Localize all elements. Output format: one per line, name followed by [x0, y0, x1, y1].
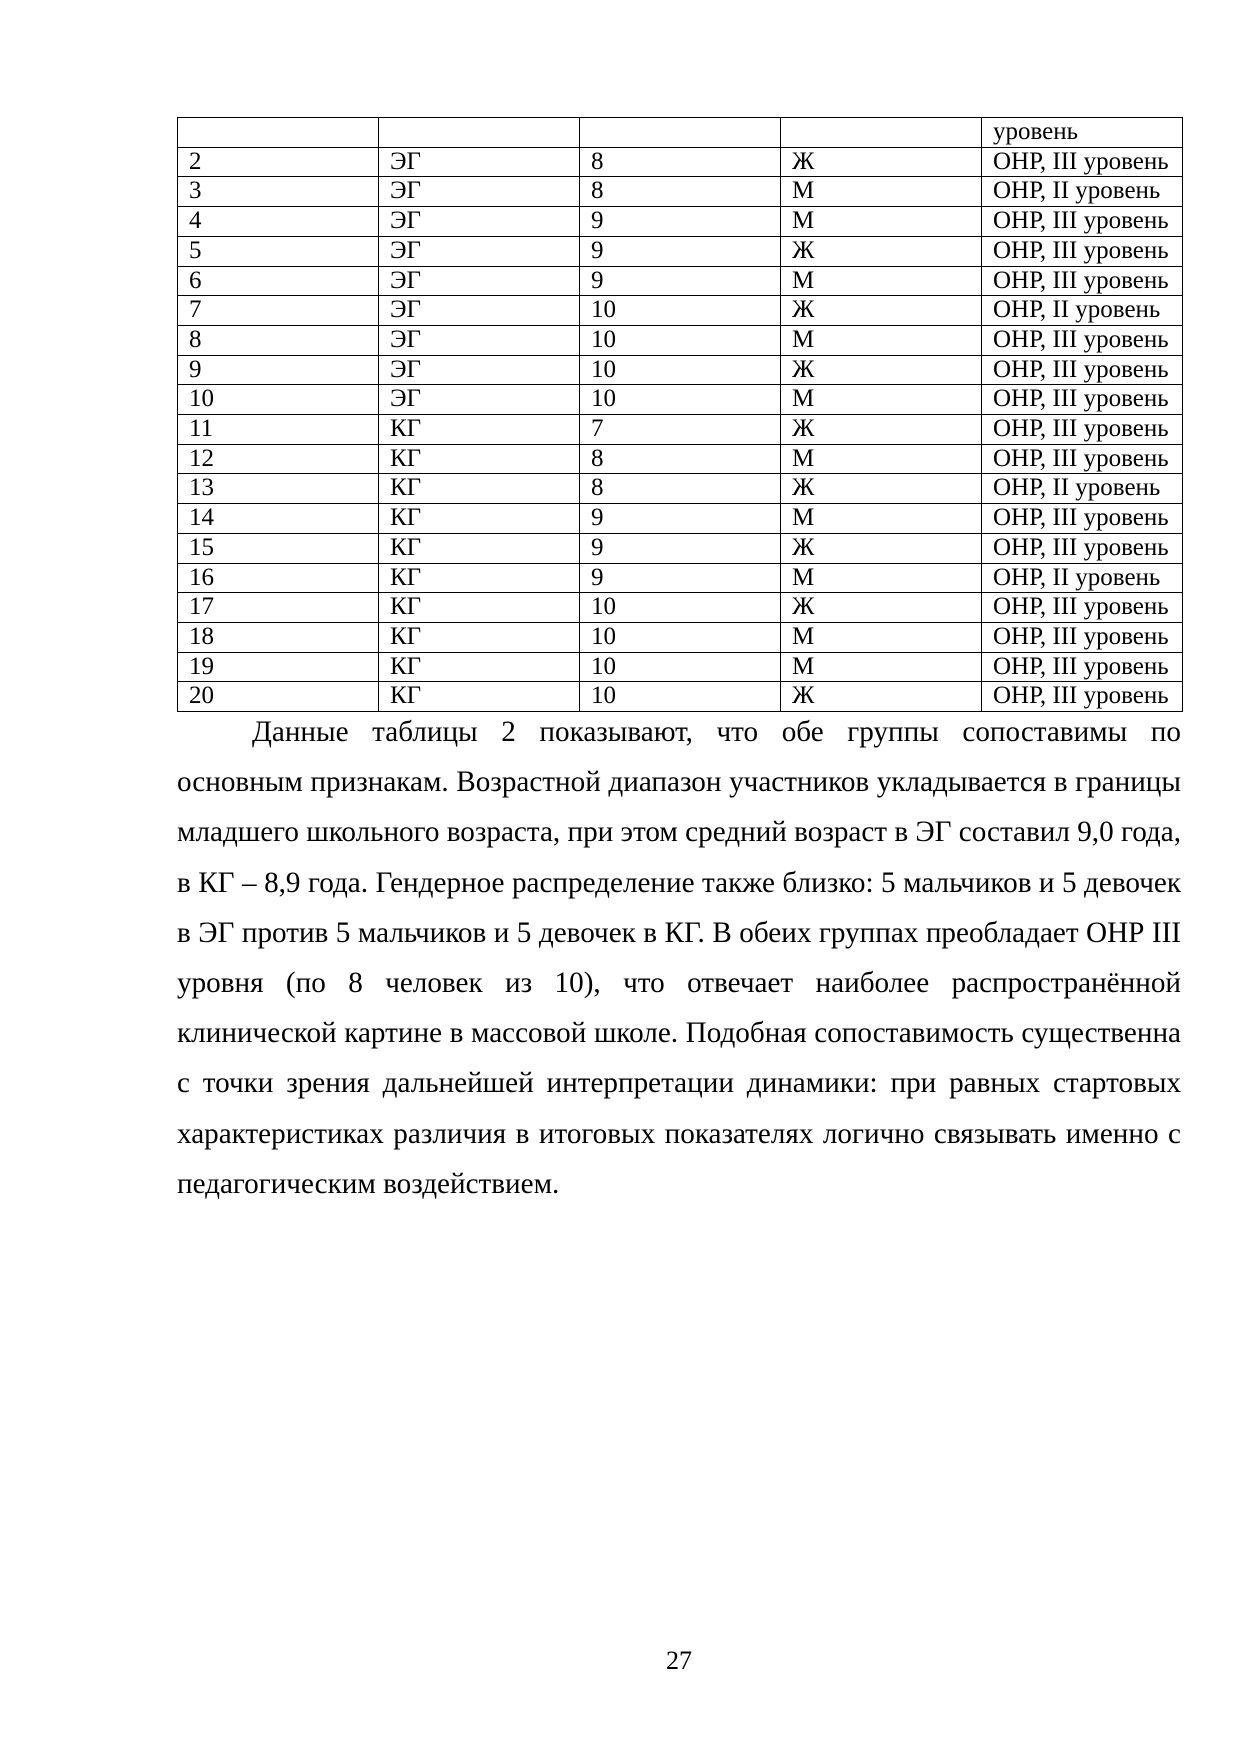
cell-group: ЭГ	[379, 236, 580, 266]
cell-sex: М	[781, 563, 982, 593]
cell-age: 9	[580, 207, 781, 237]
cell-number: 6	[178, 266, 379, 296]
cell-number: 7	[178, 296, 379, 326]
cell-age: 8	[580, 474, 781, 504]
cell-level: ОНР, III уровень	[982, 415, 1183, 445]
table-row	[178, 474, 1183, 504]
cell-level: ОНР, III уровень	[982, 266, 1183, 296]
table-row	[178, 652, 1183, 682]
cell-age: 7	[580, 415, 781, 445]
cell-level: ОНР, III уровень	[982, 147, 1183, 177]
cell-level: ОНР, II уровень	[982, 563, 1183, 593]
cell-group: КГ	[379, 474, 580, 504]
cell-group: КГ	[379, 415, 580, 445]
cell-group: ЭГ	[379, 385, 580, 415]
cell-sex: М	[781, 444, 982, 474]
cell-sex: М	[781, 266, 982, 296]
cell-age: 10	[580, 296, 781, 326]
cell-group: ЭГ	[379, 325, 580, 355]
cell-number: 20	[178, 682, 379, 712]
cell-sex: Ж	[781, 682, 982, 712]
cell-age: 9	[580, 533, 781, 563]
cell-level: ОНР, III уровень	[982, 444, 1183, 474]
table-row	[178, 177, 1183, 207]
cell-level: ОНР, III уровень	[982, 622, 1183, 652]
cell-number: 15	[178, 533, 379, 563]
cell-age: 10	[580, 622, 781, 652]
cell-level: ОНР, III уровень	[982, 593, 1183, 623]
cell-number: 18	[178, 622, 379, 652]
document-page	[177, 117, 1182, 1209]
cell-sex: Ж	[781, 474, 982, 504]
cell-level: ОНР, III уровень	[982, 207, 1183, 237]
cell-number: 13	[178, 474, 379, 504]
cell-sex: М	[781, 385, 982, 415]
table-row	[178, 385, 1183, 415]
cell-group: ЭГ	[379, 207, 580, 237]
cell-group: КГ	[379, 652, 580, 682]
table-row	[178, 593, 1183, 623]
table-row-continuation	[178, 118, 1183, 148]
table-row	[178, 266, 1183, 296]
cell-level: ОНР, III уровень	[982, 236, 1183, 266]
cell-group	[379, 118, 580, 148]
cell-group: КГ	[379, 444, 580, 474]
body-paragraph: Данные таблицы 2 показывают, что обе группы сопоставимы по основным признакам. Возрастной диапазон участников укладывается в границы младшего школьного возраста, при этом средний возраст в ЭГ составил 9,0 года, в КГ – 8,9 года. Гендерное распределение также близко: 5 мальчиков и 5 девочек в ЭГ против 5 мальчиков и 5 девочек в КГ. В обеих группах преобладает ОНР III уровня (по 8 человек из 10), что отвечает наиболее распространённой клинической картине в массовой школе. Подобная сопоставимость существенна с точки зрения дальнейшей интерпретации динамики: при равных стартовых характеристиках различия в итоговых показателях логично связывать именно с педагогическим воздействием.	[177, 716, 1181, 1200]
cell-number: 3	[178, 177, 379, 207]
table-row	[178, 444, 1183, 474]
cell-age: 10	[580, 385, 781, 415]
cell-level: ОНР, III уровень	[982, 533, 1183, 563]
cell-group: КГ	[379, 533, 580, 563]
cell-group: КГ	[379, 593, 580, 623]
cell-group: ЭГ	[379, 147, 580, 177]
cell-level: ОНР, II уровень	[982, 296, 1183, 326]
cell-level: ОНР, III уровень	[982, 355, 1183, 385]
cell-level: ОНР, III уровень	[982, 325, 1183, 355]
cell-group: КГ	[379, 682, 580, 712]
cell-number: 14	[178, 504, 379, 534]
cell-sex: М	[781, 177, 982, 207]
table-row	[178, 296, 1183, 326]
cell-number: 2	[178, 147, 379, 177]
cell-sex: Ж	[781, 415, 982, 445]
table-row	[178, 355, 1183, 385]
cell-sex: Ж	[781, 355, 982, 385]
cell-level: ОНР, II уровень	[982, 474, 1183, 504]
cell-level: ОНР, III уровень	[982, 385, 1183, 415]
cell-sex: Ж	[781, 236, 982, 266]
table-row	[178, 236, 1183, 266]
cell-age: 8	[580, 444, 781, 474]
cell-sex: Ж	[781, 296, 982, 326]
cell-level: ОНР, III уровень	[982, 682, 1183, 712]
cell-age: 9	[580, 266, 781, 296]
cell-group: ЭГ	[379, 177, 580, 207]
table-row	[178, 147, 1183, 177]
cell-age: 10	[580, 652, 781, 682]
cell-number: 9	[178, 355, 379, 385]
cell-age: 8	[580, 147, 781, 177]
cell-level: ОНР, III уровень	[982, 652, 1183, 682]
cell-level: уровень	[982, 118, 1183, 148]
cell-age: 9	[580, 236, 781, 266]
cell-group: КГ	[379, 504, 580, 534]
table-row	[178, 207, 1183, 237]
cell-number: 12	[178, 444, 379, 474]
cell-sex: М	[781, 504, 982, 534]
cell-number: 16	[178, 563, 379, 593]
cell-age: 10	[580, 325, 781, 355]
cell-sex: М	[781, 622, 982, 652]
cell-sex	[781, 118, 982, 148]
cell-level: ОНР, III уровень	[982, 504, 1183, 534]
cell-age: 8	[580, 177, 781, 207]
table-row	[178, 622, 1183, 652]
table-row	[178, 415, 1183, 445]
cell-number: 10	[178, 385, 379, 415]
cell-group: КГ	[379, 622, 580, 652]
participants-table	[177, 117, 1183, 712]
cell-age: 10	[580, 682, 781, 712]
cell-number: 5	[178, 236, 379, 266]
table-row	[178, 325, 1183, 355]
cell-sex: Ж	[781, 593, 982, 623]
cell-sex: М	[781, 325, 982, 355]
page-number: 27	[666, 1646, 692, 1675]
cell-number: 8	[178, 325, 379, 355]
cell-number	[178, 118, 379, 148]
cell-number: 17	[178, 593, 379, 623]
table-row	[178, 504, 1183, 534]
cell-age: 10	[580, 593, 781, 623]
cell-age: 9	[580, 504, 781, 534]
cell-sex: М	[781, 207, 982, 237]
cell-sex: Ж	[781, 147, 982, 177]
cell-sex: Ж	[781, 533, 982, 563]
cell-number: 11	[178, 415, 379, 445]
table-row	[178, 563, 1183, 593]
cell-sex: М	[781, 652, 982, 682]
cell-group: КГ	[379, 563, 580, 593]
cell-age	[580, 118, 781, 148]
cell-number: 19	[178, 652, 379, 682]
cell-group: ЭГ	[379, 266, 580, 296]
cell-group: ЭГ	[379, 296, 580, 326]
cell-age: 9	[580, 563, 781, 593]
cell-age: 10	[580, 355, 781, 385]
table-row	[178, 533, 1183, 563]
cell-group: ЭГ	[379, 355, 580, 385]
cell-level: ОНР, II уровень	[982, 177, 1183, 207]
cell-number: 4	[178, 207, 379, 237]
